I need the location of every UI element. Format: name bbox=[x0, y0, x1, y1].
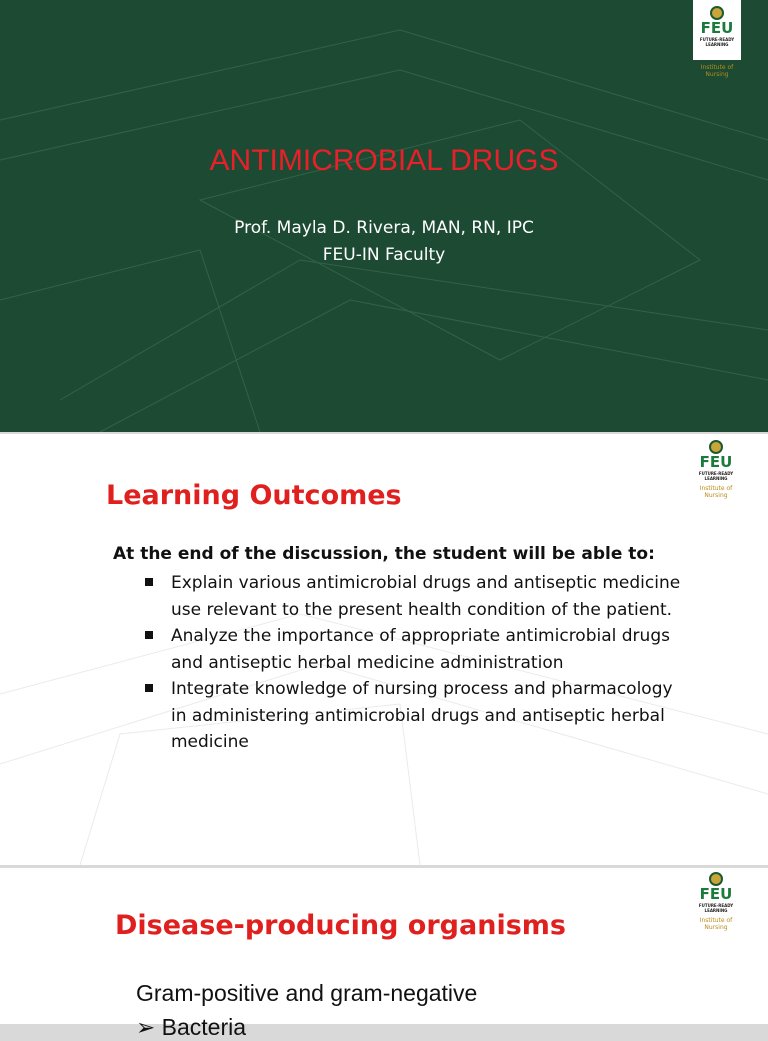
presenter: Prof. Mayla D. Rivera, MAN, RN, IPC bbox=[234, 218, 534, 238]
organisms-slide bbox=[0, 868, 768, 1040]
slide-title: ANTIMICROBIAL DRUGS bbox=[209, 144, 559, 177]
list-item: Integrate knowledge of nursing process and pharmacology in administering antimicrobial drugs and antiseptic herbal medicine bbox=[145, 676, 685, 756]
feu-logo: FEU FUTURE-READY LEARNING Institute of Nursing bbox=[692, 870, 740, 931]
feu-seal-icon bbox=[709, 872, 723, 886]
feu-logo: FEU FUTURE-READY LEARNING Institute of Nursing bbox=[692, 438, 740, 499]
feu-logo: FEU FUTURE-READY LEARNING Institute of Nursing bbox=[693, 0, 741, 78]
slide-heading: Disease-producing organisms bbox=[115, 910, 566, 941]
learning-outcomes-slide bbox=[0, 434, 768, 865]
feu-seal-icon bbox=[709, 440, 723, 454]
intro-text: At the end of the discussion, the student will be able to: bbox=[113, 544, 655, 564]
affiliation: FEU-IN Faculty bbox=[322, 245, 446, 265]
list-item: Analyze the importance of appropriate antimicrobial drugs and antiseptic herbal medicine administration bbox=[145, 623, 685, 676]
title-slide bbox=[0, 0, 768, 432]
body-text: Gram-positive and gram-negative bbox=[136, 980, 478, 1006]
campus-line-art bbox=[0, 0, 768, 432]
bullet-text: ➢ Bacteria bbox=[136, 1014, 247, 1040]
outcomes-list bbox=[145, 570, 685, 756]
slide-heading: Learning Outcomes bbox=[106, 480, 402, 511]
list-item: Explain various antimicrobial drugs and antiseptic medicine use relevant to the present health condition of the patient. bbox=[145, 570, 685, 623]
feu-seal-icon bbox=[710, 6, 724, 20]
